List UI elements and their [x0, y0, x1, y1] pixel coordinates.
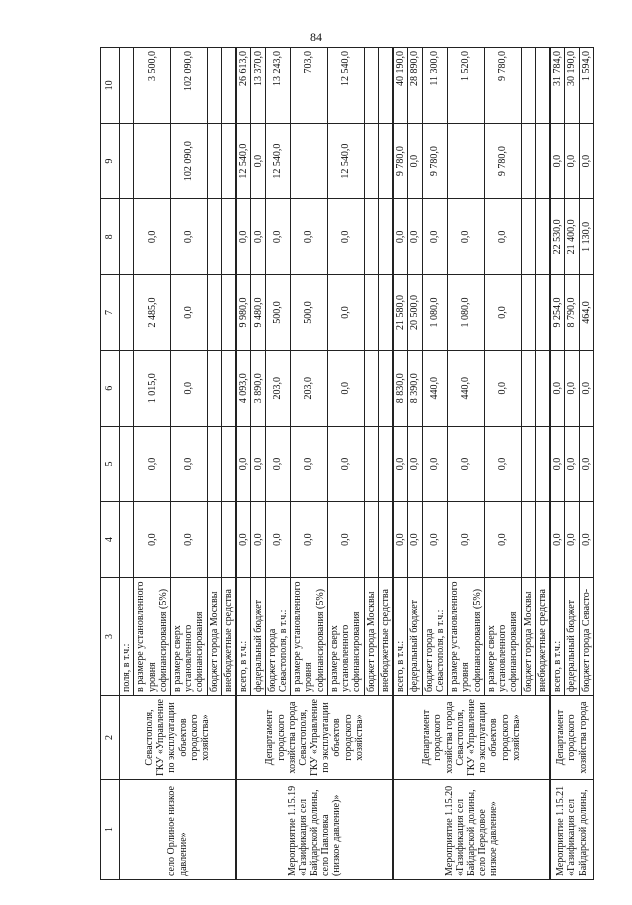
- amount-cell: 0,0: [327, 350, 364, 426]
- amount-cell: 3 500,0: [134, 48, 171, 124]
- funding-source-cell: внебюджетные средства: [221, 578, 236, 696]
- amount-cell: [364, 123, 378, 199]
- amount-cell: 1 080,0: [422, 275, 447, 351]
- amount-cell: 0,0: [251, 426, 265, 502]
- amount-cell: 40 190,0: [393, 48, 408, 124]
- amount-cell: 21 400,0: [565, 199, 579, 275]
- amount-cell: 0,0: [579, 350, 593, 426]
- amount-cell: 0,0: [134, 426, 171, 502]
- amount-cell: [535, 199, 550, 275]
- amount-cell: [364, 199, 378, 275]
- amount-cell: 13 370,0: [251, 48, 265, 124]
- amount-cell: 12 540,0: [327, 48, 364, 124]
- amount-cell: [521, 275, 535, 351]
- amount-cell: 30 190,0: [565, 48, 579, 124]
- amount-cell: [120, 123, 134, 199]
- amount-cell: [364, 350, 378, 426]
- amount-cell: [378, 123, 393, 199]
- amount-cell: 0,0: [251, 199, 265, 275]
- amount-cell: 9 980,0: [236, 275, 251, 351]
- amount-cell: [378, 275, 393, 351]
- amount-cell: [221, 199, 236, 275]
- amount-cell: [221, 123, 236, 199]
- amount-cell: [207, 275, 221, 351]
- amount-cell: 0,0: [327, 426, 364, 502]
- measure-name-cell: Мероприятие 1.15.19 «Газификация сел Байдарской долины, село Павловка (низкое давление)»: [236, 780, 393, 880]
- funding-source-cell: внебюджетные средства: [535, 578, 550, 696]
- funding-source-cell: бюджет города Москвы: [207, 578, 221, 696]
- amount-cell: 0,0: [265, 426, 290, 502]
- rotated-table-container: [100, 47, 594, 880]
- amount-cell: 0,0: [236, 199, 251, 275]
- amount-cell: [207, 123, 221, 199]
- amount-cell: 0,0: [236, 502, 251, 578]
- amount-cell: 203,0: [291, 350, 328, 426]
- amount-cell: [207, 48, 221, 124]
- amount-cell: 12 540,0: [236, 123, 251, 199]
- measure-name-cell: село Орлиное низкое давление»: [120, 780, 237, 880]
- amount-cell: 9 780,0: [484, 48, 521, 124]
- amount-cell: 0,0: [251, 502, 265, 578]
- amount-cell: 0,0: [408, 123, 422, 199]
- amount-cell: 12 540,0: [265, 123, 290, 199]
- executor-cell: Департамент городского хозяйства города: [550, 696, 593, 780]
- funding-source-cell: в размере сверх установленного софинансирования: [170, 578, 207, 696]
- amount-cell: 0,0: [170, 350, 207, 426]
- amount-cell: [364, 48, 378, 124]
- amount-cell: 0,0: [134, 199, 171, 275]
- amount-cell: 0,0: [265, 199, 290, 275]
- amount-cell: 0,0: [448, 199, 485, 275]
- amount-cell: [521, 123, 535, 199]
- funding-source-cell: поля, в т.ч.:: [120, 578, 134, 696]
- amount-cell: 0,0: [484, 275, 521, 351]
- amount-cell: 8 790,0: [565, 275, 579, 351]
- amount-cell: 0,0: [291, 426, 328, 502]
- col-header-3: 3: [101, 578, 120, 696]
- table-row: [120, 48, 134, 880]
- amount-cell: 0,0: [448, 502, 485, 578]
- col-header-2: 2: [101, 696, 120, 780]
- amount-cell: [535, 123, 550, 199]
- col-header-7: 7: [101, 275, 120, 351]
- funding-source-cell: всего, в т.ч.:: [236, 578, 251, 696]
- funding-source-cell: всего, в т.ч.:: [550, 578, 565, 696]
- amount-cell: 31 784,0: [550, 48, 565, 124]
- amount-cell: 0,0: [327, 199, 364, 275]
- amount-cell: [535, 275, 550, 351]
- measure-name-cell: Мероприятие 1.15.21 «Газификация сел Байдарской долины,: [550, 780, 593, 880]
- amount-cell: 0,0: [265, 502, 290, 578]
- amount-cell: 0,0: [408, 199, 422, 275]
- amount-cell: 0,0: [550, 350, 565, 426]
- amount-cell: 0,0: [550, 426, 565, 502]
- amount-cell: 0,0: [579, 426, 593, 502]
- amount-cell: [378, 502, 393, 578]
- amount-cell: [120, 502, 134, 578]
- executor-cell: Севастополя, ГКУ «Управление по эксплуатации объектов городского хозяйства»: [120, 696, 237, 780]
- col-header-5: 5: [101, 426, 120, 502]
- amount-cell: 0,0: [393, 426, 408, 502]
- funding-source-cell: внебюджетные средства: [378, 578, 393, 696]
- amount-cell: [207, 502, 221, 578]
- amount-cell: 1 015,0: [134, 350, 171, 426]
- amount-cell: 500,0: [265, 275, 290, 351]
- col-header-8: 8: [101, 199, 120, 275]
- col-header-6: 6: [101, 350, 120, 426]
- amount-cell: 28 890,0: [408, 48, 422, 124]
- amount-cell: 0,0: [327, 502, 364, 578]
- amount-cell: 0,0: [484, 199, 521, 275]
- amount-cell: 21 580,0: [393, 275, 408, 351]
- amount-cell: [221, 502, 236, 578]
- amount-cell: [120, 350, 134, 426]
- amount-cell: 12 540,0: [327, 123, 364, 199]
- amount-cell: 0,0: [579, 502, 593, 578]
- amount-cell: 0,0: [565, 123, 579, 199]
- amount-cell: 22 530,0: [550, 199, 565, 275]
- amount-cell: [535, 48, 550, 124]
- amount-cell: 9 780,0: [484, 123, 521, 199]
- amount-cell: 0,0: [134, 502, 171, 578]
- executor-cell: Департамент городского хозяйства города Севастополя, ГКУ «Управление по эксплуатации объектов городского хозяйства»: [236, 696, 393, 780]
- amount-cell: [521, 350, 535, 426]
- table-row: [393, 48, 408, 880]
- amount-cell: 703,0: [291, 48, 328, 124]
- amount-cell: 0,0: [565, 502, 579, 578]
- amount-cell: 0,0: [484, 426, 521, 502]
- amount-cell: [120, 426, 134, 502]
- amount-cell: 0,0: [422, 426, 447, 502]
- amount-cell: 0,0: [422, 199, 447, 275]
- funding-source-cell: федеральный бюджет: [408, 578, 422, 696]
- amount-cell: 8 830,0: [393, 350, 408, 426]
- amount-cell: 11 300,0: [422, 48, 447, 124]
- amount-cell: [535, 350, 550, 426]
- amount-cell: 0,0: [236, 426, 251, 502]
- amount-cell: 20 500,0: [408, 275, 422, 351]
- amount-cell: [364, 502, 378, 578]
- amount-cell: [378, 426, 393, 502]
- executor-cell: Департамент городского хозяйства города Севастополя, ГКУ «Управление по эксплуатации объектов городского хозяйства»: [393, 696, 550, 780]
- amount-cell: 13 243,0: [265, 48, 290, 124]
- amount-cell: [448, 123, 485, 199]
- amount-cell: [378, 199, 393, 275]
- amount-cell: 0,0: [170, 199, 207, 275]
- amount-cell: 0,0: [291, 199, 328, 275]
- col-header-10: 10: [101, 48, 120, 124]
- amount-cell: 500,0: [291, 275, 328, 351]
- amount-cell: 2 485,0: [134, 275, 171, 351]
- amount-cell: [120, 48, 134, 124]
- amount-cell: 0,0: [550, 123, 565, 199]
- amount-cell: 102 090,0: [170, 48, 207, 124]
- funding-source-cell: в размере сверх установленного софинансирования: [484, 578, 521, 696]
- amount-cell: [521, 48, 535, 124]
- col-header-9: 9: [101, 123, 120, 199]
- amount-cell: 3 890,0: [251, 350, 265, 426]
- table-row: [550, 48, 565, 880]
- amount-cell: 0,0: [327, 275, 364, 351]
- table-row: [236, 48, 251, 880]
- amount-cell: 0,0: [408, 426, 422, 502]
- amount-cell: [521, 199, 535, 275]
- amount-cell: 0,0: [448, 426, 485, 502]
- amount-cell: [207, 426, 221, 502]
- amount-cell: [221, 275, 236, 351]
- funding-source-cell: бюджет города Москвы: [364, 578, 378, 696]
- amount-cell: 0,0: [393, 502, 408, 578]
- amount-cell: [378, 48, 393, 124]
- amount-cell: [535, 426, 550, 502]
- funding-source-cell: бюджет города Севасто-: [579, 578, 593, 696]
- col-header-4: 4: [101, 502, 120, 578]
- amount-cell: [120, 275, 134, 351]
- amount-cell: [221, 426, 236, 502]
- funding-source-cell: в размере установленного уровня софинансирования (5%): [448, 578, 485, 696]
- amount-cell: 8 390,0: [408, 350, 422, 426]
- amount-cell: [378, 350, 393, 426]
- funding-source-cell: федеральный бюджет: [565, 578, 579, 696]
- amount-cell: 4 093,0: [236, 350, 251, 426]
- amount-cell: 9 780,0: [393, 123, 408, 199]
- amount-cell: 0,0: [291, 502, 328, 578]
- amount-cell: 0,0: [170, 502, 207, 578]
- measure-name-cell: Мероприятие 1.15.20 «Газификация сел Байдарской долины, село Передовое низкое давление»: [393, 780, 550, 880]
- amount-cell: 440,0: [448, 350, 485, 426]
- funding-source-cell: всего, в т.ч.:: [393, 578, 408, 696]
- amount-cell: 0,0: [251, 123, 265, 199]
- funding-source-cell: бюджет города Москвы: [521, 578, 535, 696]
- col-header-1: 1: [101, 780, 120, 880]
- budget-table: [100, 47, 594, 880]
- amount-cell: [221, 350, 236, 426]
- amount-cell: 102 090,0: [170, 123, 207, 199]
- amount-cell: [134, 123, 171, 199]
- amount-cell: 440,0: [422, 350, 447, 426]
- amount-cell: 203,0: [265, 350, 290, 426]
- amount-cell: 0,0: [550, 502, 565, 578]
- amount-cell: 9 254,0: [550, 275, 565, 351]
- amount-cell: 0,0: [484, 350, 521, 426]
- amount-cell: [221, 48, 236, 124]
- amount-cell: 0,0: [408, 502, 422, 578]
- page-number: 84: [310, 30, 322, 44]
- funding-source-cell: бюджет города Севастополя, в т.ч.:: [265, 578, 290, 696]
- header-row: [101, 48, 120, 880]
- amount-cell: [364, 275, 378, 351]
- amount-cell: [521, 502, 535, 578]
- amount-cell: [207, 199, 221, 275]
- amount-cell: 0,0: [484, 502, 521, 578]
- amount-cell: 26 613,0: [236, 48, 251, 124]
- amount-cell: 1 520,0: [448, 48, 485, 124]
- amount-cell: 0,0: [170, 275, 207, 351]
- funding-source-cell: федеральный бюджет: [251, 578, 265, 696]
- amount-cell: 1 594,0: [579, 48, 593, 124]
- amount-cell: [521, 426, 535, 502]
- amount-cell: 0,0: [579, 123, 593, 199]
- funding-source-cell: в размере установленного уровня софинансирования (5%): [134, 578, 171, 696]
- amount-cell: 9 780,0: [422, 123, 447, 199]
- amount-cell: 0,0: [393, 199, 408, 275]
- amount-cell: [535, 502, 550, 578]
- amount-cell: 9 480,0: [251, 275, 265, 351]
- amount-cell: 0,0: [170, 426, 207, 502]
- amount-cell: [207, 350, 221, 426]
- amount-cell: 0,0: [422, 502, 447, 578]
- amount-cell: [364, 426, 378, 502]
- amount-cell: 1 080,0: [448, 275, 485, 351]
- amount-cell: 464,0: [579, 275, 593, 351]
- amount-cell: 1 130,0: [579, 199, 593, 275]
- amount-cell: 0,0: [565, 350, 579, 426]
- funding-source-cell: бюджет города Севастополя, в т.ч.:: [422, 578, 447, 696]
- amount-cell: [120, 199, 134, 275]
- funding-source-cell: в размере сверх установленного софинансирования: [327, 578, 364, 696]
- funding-source-cell: в размере установленного уровня софинансирования (5%): [291, 578, 328, 696]
- amount-cell: [291, 123, 328, 199]
- amount-cell: 0,0: [565, 426, 579, 502]
